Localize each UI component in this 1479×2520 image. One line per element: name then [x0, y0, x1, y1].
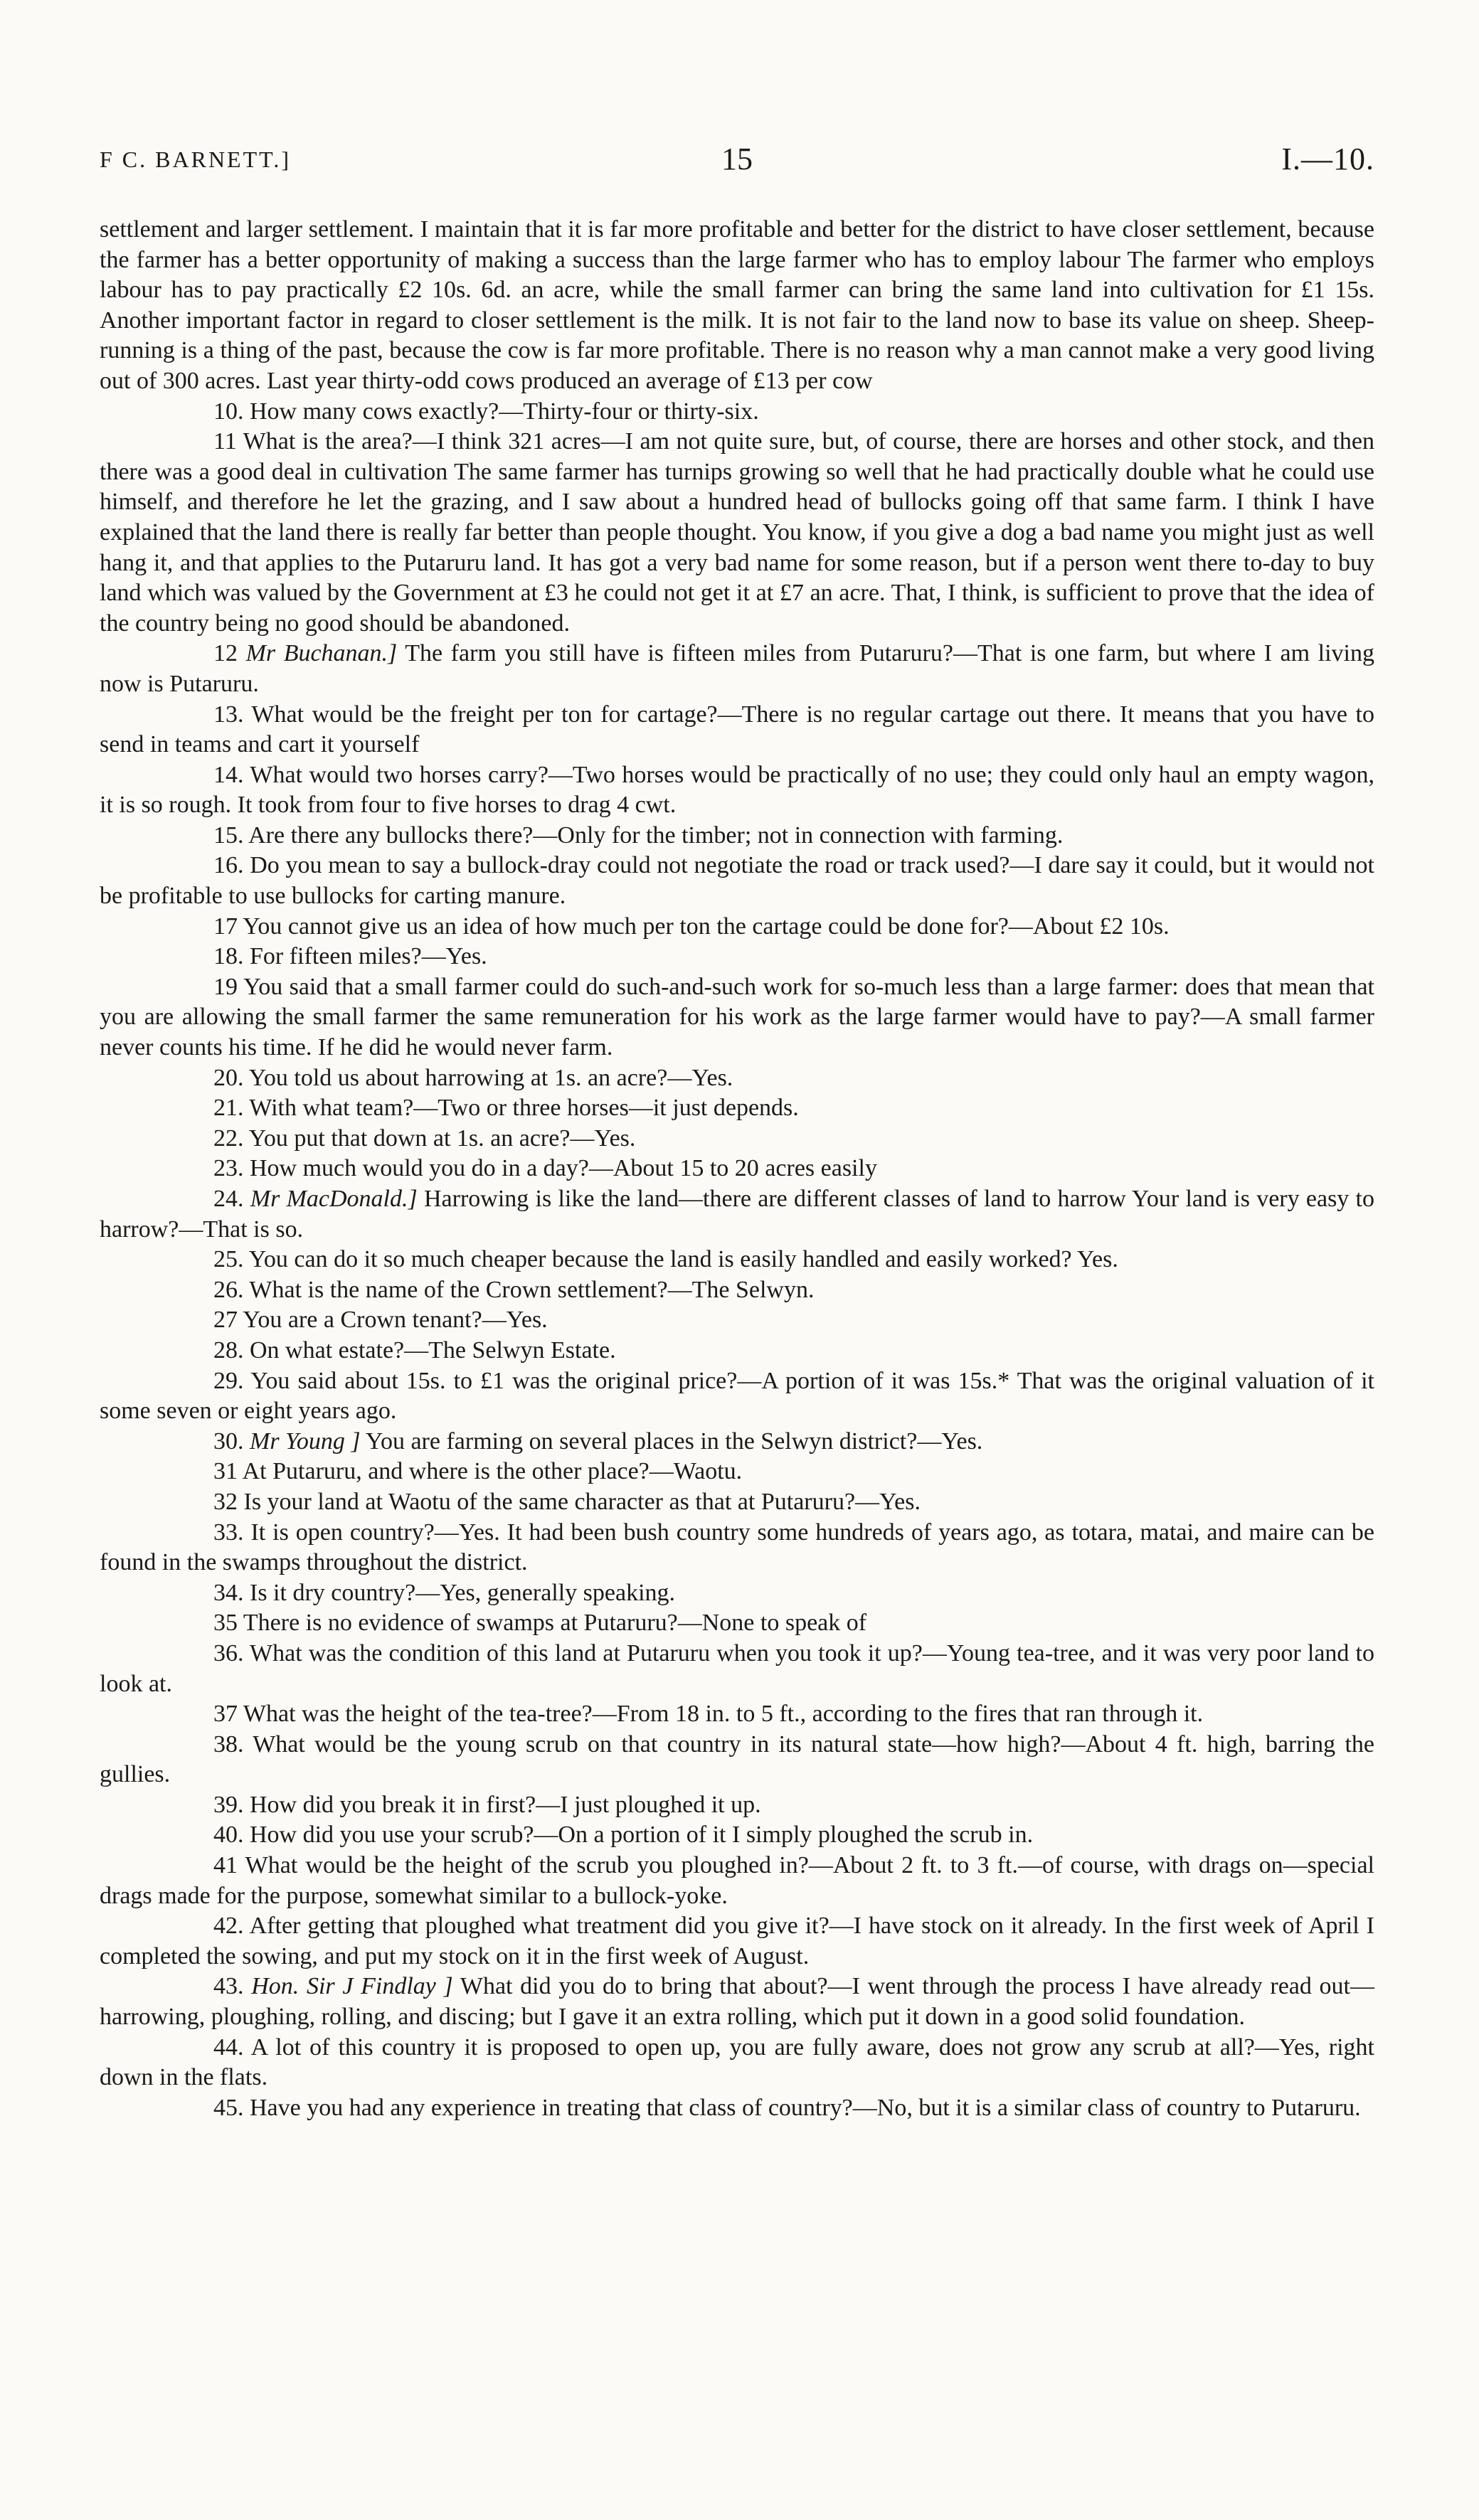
- speaker-name: Mr Young ]: [250, 1428, 361, 1455]
- paragraph-text: 21. With what team?—Two or three horses—it just depends.: [213, 1095, 799, 1122]
- paragraph-text: 40. How did you use your scrub?—On a portion of it I simply ploughed the scrub in.: [213, 1822, 1034, 1849]
- paragraph-text: 45. Have you had any experience in treating that class of country?—No, but it is a similar class of country to Putaruru.: [213, 2094, 1361, 2121]
- paragraph-text: 27 You are a Crown tenant?—Yes.: [213, 1307, 548, 1334]
- question-paragraph: [100, 397, 1374, 427]
- question-paragraph: [100, 2093, 1374, 2124]
- speaker-name: Mr MacDonald.]: [250, 1186, 418, 1212]
- question-paragraph: [100, 1093, 1374, 1124]
- paragraph-text: 10. How many cows exactly?—Thirty-four or thirty-six.: [213, 398, 759, 425]
- question-paragraph: [100, 1184, 1374, 1245]
- question-paragraph: [100, 1275, 1374, 1306]
- question-paragraph: [100, 639, 1374, 699]
- evidence-text: [100, 215, 1374, 2123]
- paragraph-text: 16. Do you mean to say a bullock-dray could not negotiate the road or track used?—I dare say it could, but it would not be profitable to use bullocks for carting manure.: [100, 852, 1374, 910]
- paragraph-text: 34. Is it dry country?—Yes, generally speaking.: [213, 1579, 676, 1606]
- paragraph-text: 14. What would two horses carry?—Two horses would be practically of no use; they could only haul an empty wagon, it is so rough. It took from four to five horses to drag 4 cwt.: [100, 761, 1374, 819]
- question-paragraph: [100, 1366, 1374, 1427]
- question-paragraph: [100, 1578, 1374, 1609]
- paragraph-text: 33. It is open country?—Yes. It had been bush country some hundreds of years ago, as totara, matai, and maire can be found in the swamps throughout the district.: [100, 1519, 1374, 1576]
- paragraph-text: 25. You can do it so much cheaper because the land is easily handled and easily worked? Yes.: [213, 1246, 1118, 1273]
- question-paragraph: [100, 1124, 1374, 1154]
- question-paragraph: [100, 2033, 1374, 2093]
- question-paragraph: [100, 1730, 1374, 1790]
- paragraph-text: 22. You put that down at 1s. an acre?—Yes.: [213, 1125, 636, 1152]
- paragraph-text: 28. On what estate?—The Selwyn Estate.: [213, 1336, 616, 1363]
- paragraph-text: You are farming on several places in the Selwyn district?—Yes.: [360, 1428, 983, 1455]
- paragraph-text: 44. A lot of this country it is proposed to open up, you are fully aware, does not grow any scrub at all?—Yes, right down in the flats.: [100, 2033, 1374, 2091]
- paragraph-text: 17 You cannot give us an idea of how much per ton the cartage could be done for?—About £2 10s.: [213, 913, 1170, 940]
- speaker-name: Mr Buchanan.]: [245, 640, 398, 667]
- question-paragraph: [100, 1154, 1374, 1184]
- witness-name: F C. BARNETT.]: [100, 147, 291, 172]
- paragraph-text: 35 There is no evidence of swamps at Putaruru?—None to speak of: [213, 1610, 867, 1637]
- paragraph-text: 38. What would be the young scrub on that country in its natural state—how high?—About 4 ft. high, barring the gullies.: [100, 1730, 1374, 1788]
- question-paragraph: [100, 1336, 1374, 1366]
- paragraph-text: 23. How much would you do in a day?—About 15 to 20 acres easily: [213, 1155, 877, 1182]
- paragraph-text: 15. Are there any bullocks there?—Only for the timber; not in connection with farming.: [213, 822, 1064, 849]
- paragraph-text: The farm you still have is fifteen miles from Putaruru?—That is one farm, but where I am living now is Putaruru.: [100, 640, 1374, 697]
- paper-reference: I.—10.: [1281, 142, 1374, 176]
- question-number: 12: [213, 640, 246, 667]
- question-paragraph: [100, 912, 1374, 942]
- continuation-paragraph: [100, 215, 1374, 397]
- page-header: [100, 141, 1374, 184]
- question-paragraph: [100, 1305, 1374, 1336]
- paragraph-text: 13. What would be the freight per ton for cartage?—There is no regular cartage out there. It means that you have to send in teams and cart it yourself: [100, 701, 1374, 758]
- paragraph-text: Harrowing is like the land—there are different classes of land to harrow Your land is very easy to harrow?—That is so.: [100, 1186, 1375, 1243]
- paragraph-text: 37 What was the height of the tea-tree?—From 18 in. to 5 ft., according to the fires that ran through it.: [213, 1701, 1204, 1728]
- paragraph-text: settlement and larger settlement. I maintain that it is far more profitable and better for the district to have closer settlement, because the farmer has a better opportunity of making a success than the large farmer who has to employ labour The farmer who employs labour has to pay practically £2 10s. 6d. an acre, while the small farmer can bring the same land into cultivation for £1 15s. Another important factor in regard to closer settlement is the milk. It is not fair to the land now to base its value on sheep. Sheep-running is a thing of the past, because the cow is far more profitable. There is no reason why a man cannot make a very good living out of 300 acres. Last year thirty-odd cows produced an average of £13 per cow: [100, 216, 1374, 394]
- question-paragraph: [100, 760, 1374, 821]
- question-paragraph: [100, 1518, 1374, 1578]
- paragraph-text: 29. You said about 15s. to £1 was the original price?—A portion of it was 15s.* That was the original valuation of it some seven or eight years ago.: [100, 1367, 1374, 1425]
- question-paragraph: [100, 427, 1374, 639]
- paragraph-text: 19 You said that a small farmer could do such-and-such work for so-much less than a large farmer: does that mean that you are allowing the small farmer the same remuneration for his work as the large farmer would have to pay?—A small farmer never counts his time. If he did he would never farm.: [100, 973, 1374, 1061]
- question-paragraph: [100, 1699, 1374, 1730]
- question-paragraph: [100, 1790, 1374, 1821]
- question-paragraph: [100, 700, 1374, 760]
- paragraph-text: 32 Is your land at Waotu of the same character as that at Putaruru?—Yes.: [213, 1488, 921, 1515]
- page-number: 15: [721, 142, 753, 176]
- question-number: 43.: [213, 1973, 252, 2000]
- paragraph-text: 20. You told us about harrowing at 1s. an acre?—Yes.: [213, 1064, 733, 1091]
- paragraph-text: 31 At Putaruru, and where is the other place?—Waotu.: [213, 1458, 743, 1485]
- question-number: 24.: [213, 1186, 250, 1212]
- question-paragraph: [100, 1820, 1374, 1851]
- question-paragraph: [100, 1911, 1374, 1972]
- paragraph-text: 41 What would be the height of the scrub you ploughed in?—About 2 ft. to 3 ft.—of course, with drags on—special drags made for the purpose, somewhat similar to a bullock-yoke.: [100, 1852, 1374, 1909]
- paragraph-text: 42. After getting that ploughed what treatment did you give it?—I have stock on it already. In the first week of April I completed the sowing, and put my stock on it in the first week of August.: [100, 1913, 1374, 1969]
- question-paragraph: [100, 1972, 1374, 2032]
- question-paragraph: [100, 851, 1374, 911]
- paragraph-text: What did you do to bring that about?—I went through the process I have already read out—harrowing, ploughing, rolling, and discing; but I gave it an extra rolling, which put it down in a good solid foundation.: [100, 1973, 1375, 2031]
- question-paragraph: [100, 1245, 1374, 1275]
- question-paragraph: [100, 942, 1374, 972]
- question-paragraph: [100, 1639, 1374, 1699]
- question-number: 30.: [213, 1428, 250, 1455]
- question-paragraph: [100, 1608, 1374, 1639]
- question-paragraph: [100, 1427, 1374, 1457]
- question-paragraph: [100, 1457, 1374, 1487]
- speaker-name: Hon. Sir J Findlay ]: [251, 1973, 453, 2000]
- question-paragraph: [100, 821, 1374, 851]
- paragraph-text: 11 What is the area?—I think 321 acres—I am not quite sure, but, of course, there are horses and other stock, and then there was a good deal in cultivation The same farmer has turnips growing so well that he had practically double what he could use himself, and therefore he let the grazing, and I saw about a hundred head of bullocks going off that same farm. I think I have explained that the land there is really far better than people thought. You know, if you give a dog a bad name you might just as well hang it, and that applies to the Putaruru land. It has got a very bad name for some reason, but if a person went there to-day to buy land which was valued by the Government at £3 he could not get it at £7 an acre. That, I think, is sufficient to prove that the idea of the country being no good should be abandoned.: [100, 428, 1374, 637]
- question-paragraph: [100, 972, 1374, 1063]
- paragraph-text: 39. How did you break it in first?—I just ploughed it up.: [213, 1791, 761, 1818]
- paragraph-text: 26. What is the name of the Crown settlement?—The Selwyn.: [213, 1276, 815, 1303]
- question-paragraph: [100, 1487, 1374, 1518]
- question-paragraph: [100, 1851, 1374, 1911]
- paragraph-text: 36. What was the condition of this land at Putaruru when you took it up?—Young tea-tree, and it was very poor land to look at.: [100, 1639, 1374, 1697]
- question-paragraph: [100, 1063, 1374, 1094]
- paragraph-text: 18. For fifteen miles?—Yes.: [213, 943, 487, 970]
